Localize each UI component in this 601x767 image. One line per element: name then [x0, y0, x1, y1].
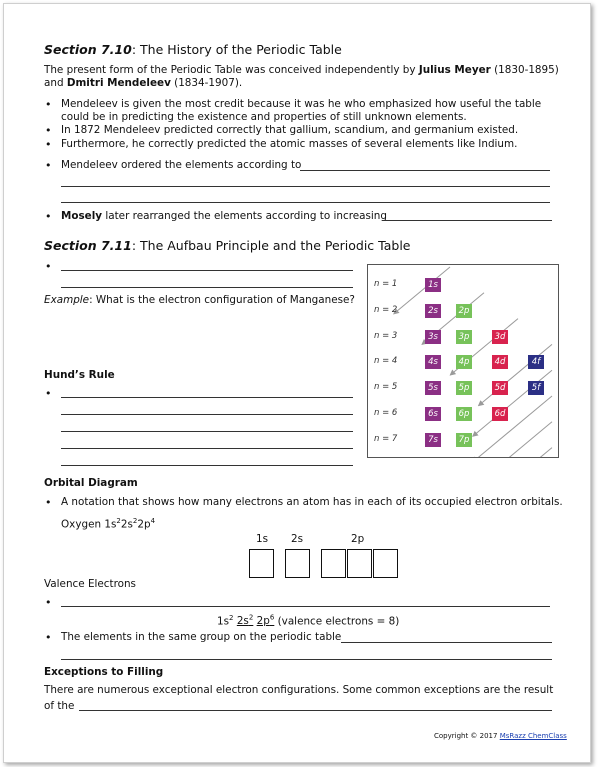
orbital-box-2p-3[interactable]	[373, 549, 398, 578]
shell-label: n = 1	[374, 279, 398, 289]
valence-electrons-heading: Valence Electrons	[44, 578, 136, 590]
orbital-2s: 2s	[425, 304, 441, 318]
orbital-box-2p-1[interactable]	[321, 549, 346, 578]
worksheet-page	[3, 3, 591, 763]
orbital-box-2s[interactable]	[285, 549, 310, 578]
bullet-icon: •	[45, 496, 52, 509]
orbital-3s: 3s	[425, 330, 441, 344]
shell-label: n = 6	[374, 408, 398, 418]
bullet-icon: •	[45, 159, 52, 172]
orbital-7s: 7s	[425, 433, 441, 447]
shell-label: n = 2	[374, 304, 398, 315]
bullet-icon: •	[45, 210, 52, 223]
orbital-2p: 2p	[456, 304, 472, 318]
orbital-7p: 7p	[456, 433, 472, 447]
neon-valence-config: $1s^2$ $2s^2$ $2p^6$ (valence electrons = 8)	[217, 614, 400, 628]
answer-blank[interactable]	[61, 431, 353, 432]
orbital-5d: 5d	[492, 381, 508, 395]
filling-order-arrow	[473, 370, 552, 436]
answer-blank[interactable]	[61, 186, 550, 187]
orbital-label-1s: 1s	[256, 533, 269, 545]
msrazz-chemclass-link[interactable]: MsRazz ChemClass	[499, 732, 567, 740]
bullet-mendeleev-credit-1: Mendeleev is given the most credit because it was he who emphasized how useful the table	[61, 98, 542, 110]
exceptions-text-2: of the	[44, 700, 75, 712]
oxygen-configuration: Oxygen $1s^22s^22p^4$	[61, 517, 156, 531]
orbital-box-2p-2[interactable]	[347, 549, 372, 578]
orbital-4p: 4p	[456, 355, 472, 369]
bullet-1872-prediction: In 1872 Mendeleev predicted correctly that gallium, scandium, and germanium existed.	[61, 124, 519, 136]
orbital-5f: 5f	[528, 381, 544, 395]
answer-blank[interactable]	[61, 465, 353, 466]
intro-line-1: The present form of the Periodic Table was conceived independently by Julius Meyer (1830-1895)	[44, 64, 559, 76]
bullet-icon: •	[45, 138, 52, 151]
orbital-5s: 5s	[425, 381, 441, 395]
exceptions-text-1: There are numerous exceptional electron configurations. Some common exceptions are the result	[44, 684, 554, 696]
orbital-label-2p: 2p	[351, 533, 365, 545]
bullet-icon: •	[45, 124, 52, 137]
bullet-icon: •	[45, 596, 52, 609]
bullet-atomic-masses: Furthermore, he correctly predicted the atomic masses of several elements like Indium.	[61, 138, 518, 150]
bullet-icon: •	[45, 98, 52, 111]
orbital-3p: 3p	[456, 330, 472, 344]
orbital-diagram-heading: Orbital Diagram	[44, 477, 138, 489]
shell-label: n = 3	[374, 330, 398, 341]
orbital-5p: 5p	[456, 381, 472, 395]
filling-order-arrow	[394, 267, 450, 314]
answer-blank[interactable]	[61, 397, 353, 398]
filling-order-arrow	[479, 344, 552, 405]
bullet-icon: •	[45, 631, 52, 644]
intro-line-2: and Dmitri Mendeleev (1834-1907).	[44, 77, 243, 89]
bullet-icon: •	[45, 260, 52, 273]
section-7-11-title: Section 7.11: The Aufbau Principle and the Periodic Table	[44, 238, 411, 253]
orbital-box-1s[interactable]	[249, 549, 274, 578]
orbital-diagram-definition: A notation that shows how many electrons an atom has in each of its occupied electron orbitals.	[61, 496, 563, 508]
orbital-3d: 3d	[492, 330, 508, 344]
answer-blank[interactable]	[300, 170, 550, 171]
aufbau-diagram	[367, 264, 559, 458]
answer-blank[interactable]	[61, 287, 353, 288]
answer-blank[interactable]	[341, 642, 552, 643]
answer-blank[interactable]	[79, 710, 552, 711]
shell-label: n = 5	[374, 382, 398, 393]
example-question: Example: What is the electron configuration of Manganese?	[44, 294, 355, 306]
shell-label: n = 7	[374, 433, 398, 444]
bullet-mendeleev-ordered: Mendeleev ordered the elements according to	[61, 159, 302, 171]
orbital-4f: 4f	[528, 355, 544, 369]
orbital-4s: 4s	[425, 355, 441, 369]
bullet-mosely: Mosely later rearranged the elements according to increasing	[61, 210, 387, 222]
shell-label: n = 4	[374, 356, 398, 367]
valence-group-bullet: The elements in the same group on the periodic table	[61, 631, 342, 643]
answer-blank[interactable]	[61, 202, 550, 203]
answer-blank[interactable]	[382, 220, 552, 221]
answer-blank[interactable]	[61, 448, 353, 449]
orbital-6s: 6s	[425, 407, 441, 421]
orbital-1s: 1s	[425, 278, 441, 292]
exceptions-heading: Exceptions to Filling	[44, 666, 164, 678]
bullet-icon: •	[45, 387, 52, 400]
answer-blank[interactable]	[61, 414, 353, 415]
answer-blank[interactable]	[61, 606, 550, 607]
orbital-6d: 6d	[492, 407, 508, 421]
bullet-mendeleev-credit-2: could be in predicting the existence and properties of still unknown elements.	[61, 111, 467, 123]
orbital-6p: 6p	[456, 407, 472, 421]
answer-blank[interactable]	[61, 270, 353, 271]
orbital-4d: 4d	[492, 355, 508, 369]
copyright-notice: Copyright © 2017 MsRazz ChemClass	[434, 732, 567, 740]
orbital-label-2s: 2s	[291, 533, 304, 545]
answer-blank[interactable]	[61, 659, 552, 660]
section-7-10-title: Section 7.10: The History of the Periodic Table	[44, 42, 342, 57]
hunds-rule-heading: Hund’s Rule	[44, 369, 115, 381]
